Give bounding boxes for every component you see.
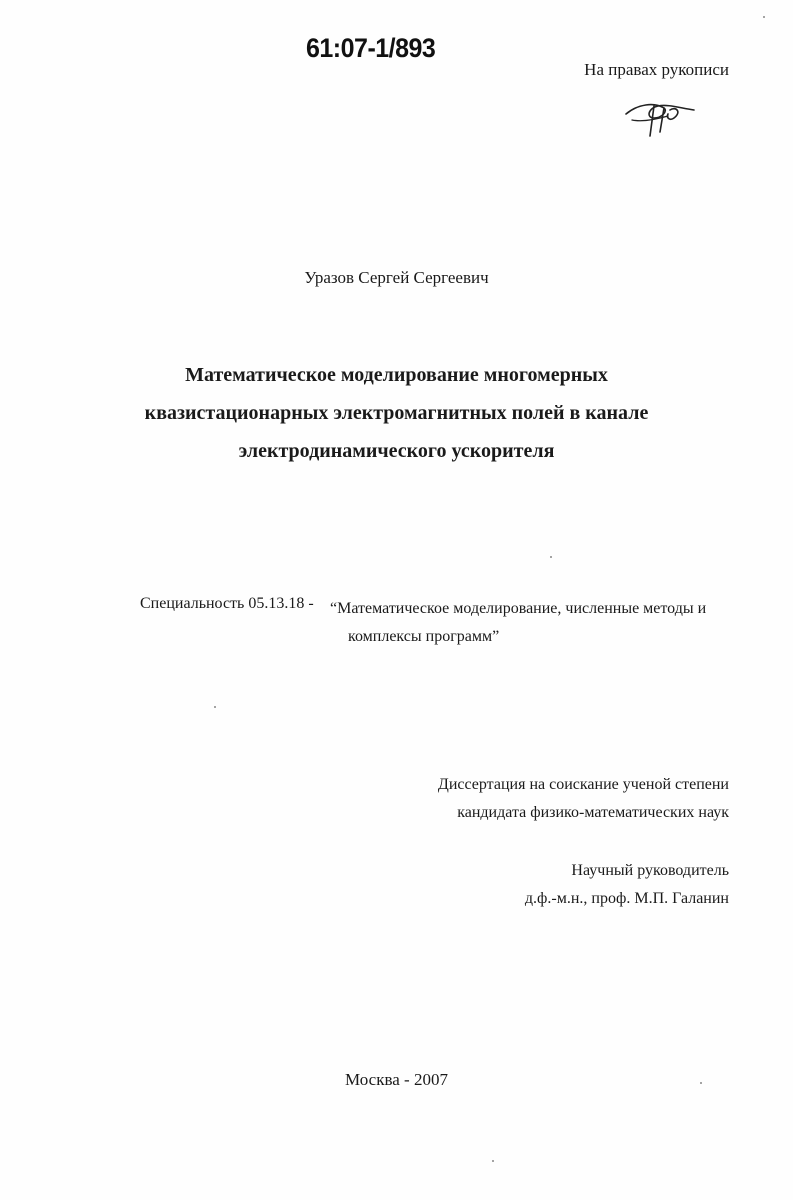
specialty-line: комплексы программ” <box>348 628 500 645</box>
signature-icon <box>624 96 696 140</box>
specialty-value <box>330 595 706 651</box>
scan-speck <box>550 556 552 558</box>
title-line: электродинамического ускорителя <box>238 440 555 462</box>
archive-stamp-number: 61:07-1/893 <box>306 33 436 64</box>
scientific-supervisor <box>525 857 729 913</box>
scan-speck <box>214 706 216 708</box>
scan-speck <box>700 1082 702 1084</box>
title-line: Математическое моделирование многомерных <box>185 364 608 386</box>
specialty-label: Специальность 05.13.18 - <box>140 595 314 612</box>
scan-speck <box>492 1160 494 1162</box>
degree-line: кандидата физико-математических наук <box>457 804 729 821</box>
scan-speck <box>763 16 765 18</box>
rights-note: На правах рукописи <box>584 60 729 79</box>
dissertation-title <box>0 356 793 470</box>
specialty-line: “Математическое моделирование, численные методы и <box>330 600 707 617</box>
degree-line: Диссертация на соискание ученой степени <box>437 776 729 793</box>
dissertation-degree <box>438 771 729 827</box>
supervisor-line: д.ф.-м.н., проф. М.П. Галанин <box>524 890 729 907</box>
title-line: квазистационарных электромагнитных полей в канале <box>144 402 649 424</box>
author-name: Уразов Сергей Сергеевич <box>304 268 489 287</box>
supervisor-line: Научный руководитель <box>571 862 729 879</box>
city-year: Москва - 2007 <box>345 1070 448 1089</box>
